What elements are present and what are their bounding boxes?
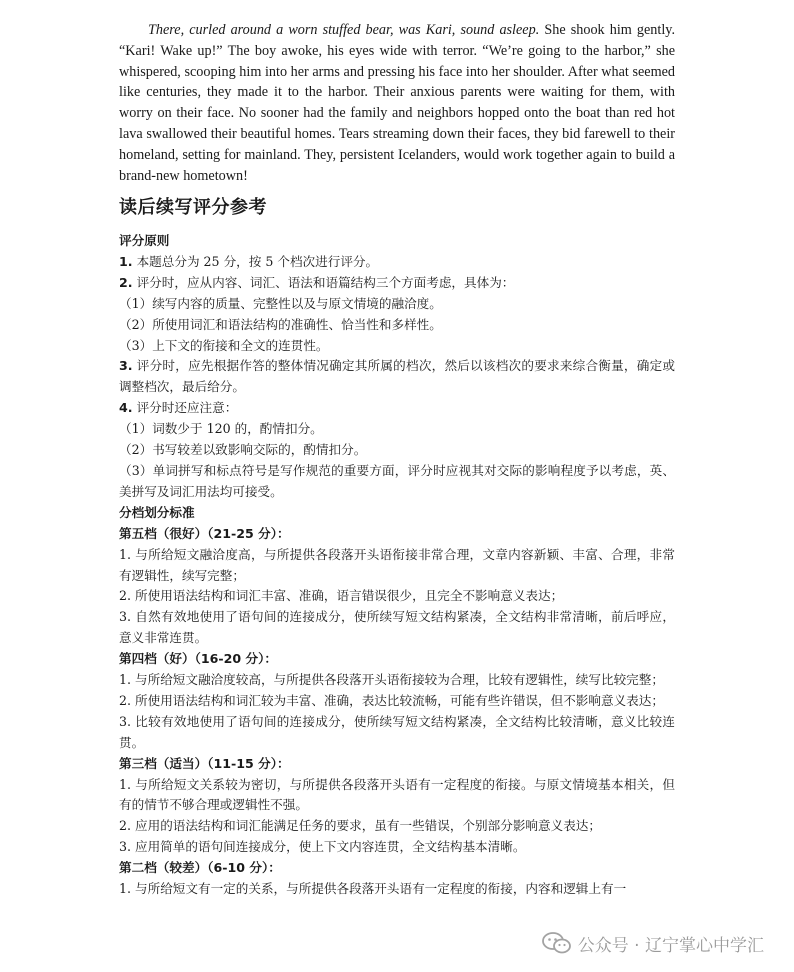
principle-2-item: （1）续写内容的质量、完整性以及与原文情境的融洽度。: [119, 295, 442, 311]
tier-5-item: 2. 所使用语法结构和词汇丰富、准确，语言错误很少，且完全不影响意义表达；: [119, 588, 564, 604]
principle-2-text: 评分时，应从内容、词汇、语法和语篇结构三个方面考虑，具体为：: [132, 274, 515, 290]
principle-1: [119, 252, 675, 273]
principle-4-text: 评分时还应注意：: [132, 400, 238, 416]
tier-3-item: 2. 应用的语法结构和词汇能满足任务的要求，虽有一些错误，个别部分影响意义表达；: [119, 818, 601, 834]
principle-3: [119, 356, 675, 398]
wechat-icon: [542, 931, 572, 955]
principles-heading: 评分原则: [119, 233, 170, 248]
story-rest: She shook him gently. “Kari! Wake up!” The boy awoke, his eyes wide with terror. “We’re going to the harbor,” she whispered, scooping him into her arms and pressing his face into her shoulder. After what seemed like centuries, they made it to the harbor. Their anxious parents were waiting for them, with worry on their face. No sooner had the family and neighbors hopped onto the boat than red hot lava swallowed their beautiful homes. Tears streaming down their faces, they bid farewell to their homeland, setting for mainland. They, persistent Icelanders, would work together again to build a brand-new hometown!: [119, 22, 675, 184]
tier-3-item: 3. 应用简单的语句间连接成分，使上下文内容连贯，全文结构基本清晰。: [119, 839, 526, 855]
section-title: 读后续写评分参考: [119, 197, 267, 218]
tier-3-title: 第三档（适当）（11-15 分）：: [119, 755, 290, 771]
principle-4-item: （1）词数少于 120 的，酌情扣分。: [119, 421, 323, 437]
principle-4-item: （2）书写较差以致影响交际的，酌情扣分。: [119, 442, 367, 458]
tier-3-item: 1. 与所给短文关系较为密切，与所提供各段落开头语有一定程度的衔接。与原文情境基本相关，但有的情节不够合理或逻辑性不强。: [119, 776, 675, 813]
tier-2-item: 1. 与所给短文有一定的关系，与所提供各段落开头语有一定程度的衔接，内容和逻辑上有一: [119, 881, 627, 897]
watermark-text: 公众号 · 辽宁掌心中学汇: [577, 935, 764, 956]
account-watermark: [542, 928, 764, 958]
principle-2-item: （2）所使用词汇和语法结构的准确性、恰当性和多样性。: [119, 316, 442, 332]
scoring-body: [119, 231, 675, 900]
principle-2-item: （3）上下文的衔接和全文的连贯性。: [119, 337, 329, 353]
tier-5-title: 第五档（很好）（21-25 分）：: [119, 525, 290, 541]
story-lead-italic: There, curled around a worn stuffed bear, was Kari, sound asleep.: [148, 22, 540, 38]
principle-2-num: 2.: [119, 274, 133, 290]
tier-2-title: 第二档（较差）（6-10 分）：: [119, 860, 281, 876]
tier-4-item: 3. 比较有效地使用了语句间的连接成分，使所续写短文结构紧凑，全文结构比较清晰，意义比较连贯。: [119, 713, 675, 750]
principle-1-text: 本题总分为 25 分，按 5 个档次进行评分。: [132, 253, 379, 269]
principle-3-text: 评分时，应先根据作答的整体情况确定其所属的档次，然后以该档次的要求来综合衡量，确定或调整档次，最后给分。: [119, 358, 675, 395]
principle-2: [119, 273, 675, 294]
principle-4-num: 4.: [119, 400, 133, 416]
tier-5-item: 3. 自然有效地使用了语句间的连接成分，使所续写短文结构紧凑，全文结构非常清晰，前后呼应，意义非常连贯。: [119, 609, 675, 646]
principle-3-num: 3.: [119, 358, 133, 374]
principle-4: [119, 398, 675, 419]
tier-4-item: 2. 所使用语法结构和词汇较为丰富、准确，表达比较流畅，可能有些许错误，但不影响意义表达；: [119, 692, 664, 708]
tier-5-item: 1. 与所给短文融洽度高，与所提供各段落开头语衔接非常合理，文章内容新颖、丰富、合理，非常有逻辑性，续写完整；: [119, 546, 675, 583]
tier-4-item: 1. 与所给短文融洽度较高，与所提供各段落开头语衔接较为合理，比较有逻辑性，续写比较完整；: [119, 672, 664, 688]
principle-1-num: 1.: [119, 253, 133, 269]
standards-heading: 分档划分标准: [119, 504, 195, 520]
tier-4-title: 第四档（好）（16-20 分）：: [119, 651, 277, 667]
story-paragraph: [119, 20, 675, 186]
principle-4-item: （3）单词拼写和标点符号是写作规范的重要方面，评分时应视其对交际的影响程度予以考虑，英、美拼写及词汇用法均可接受。: [119, 462, 675, 499]
